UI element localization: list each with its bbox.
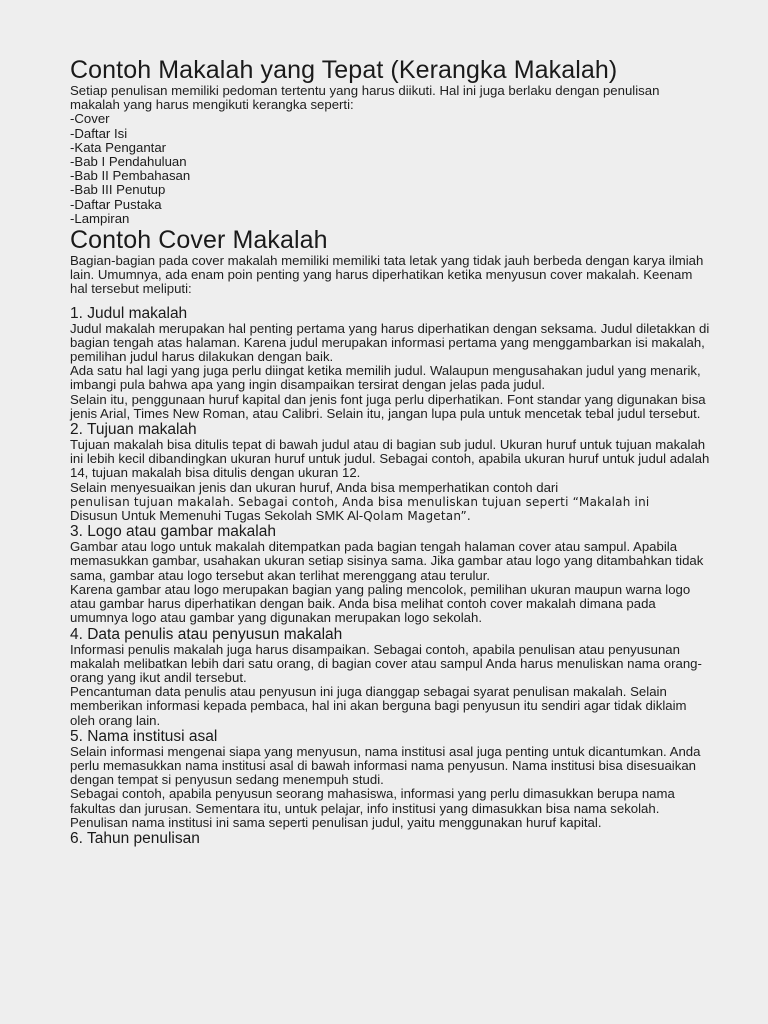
outline-item: -Cover	[70, 111, 110, 127]
cover-title: Contoh Cover Makalah	[70, 226, 328, 255]
outline-item: -Daftar Pustaka	[70, 196, 162, 212]
paragraph-line: Qolam Magetan”.	[363, 509, 471, 524]
outline-item: -Bab II Pembahasan	[70, 168, 191, 184]
section-paragraph: Selain itu, penggunaan huruf kapital dan jenis font juga perlu diperhatikan. Font standar yang digunakan bisa jenis Arial, Times New Roman, atau Calibri. Selain itu, jangan lupa pula untuk mencetak tebal judul tersebut.	[70, 391, 706, 421]
document-content	[70, 56, 710, 847]
section-paragraph: Pencantuman data penulis atau penyusun ini juga dianggap sebagai syarat penulisan makalah. Selain memberikan informasi kepada pembaca, hal ini akan berguna bagi penyusun itu sendiri agar tidak diklaim oleh orang lain.	[70, 684, 687, 728]
section-paragraph: Selain informasi mengenai siapa yang menyusun, nama institusi asal juga penting untuk dicantumkan. Anda perlu memasukkan nama institusi asal di bawah informasi nama penyusun. Nama institusi bisa disesuaikan dengan tempat si penyusun sedang menempuh studi.	[70, 743, 701, 788]
section-paragraph: Informasi penulis makalah juga harus disampaikan. Sebagai contoh, apabila penulisan atau penyusunan makalah melibatkan lebih dari satu orang, di bagian cover atau sampul Anda harus menuliskan nama orang-orang yang ikut andil tersebut.	[70, 641, 702, 685]
outline-item: -Kata Pengantar	[70, 139, 167, 155]
section-heading-tujuan: 2. Tujuan makalah	[70, 421, 197, 439]
section-paragraph	[70, 481, 710, 524]
outline-list	[70, 112, 710, 226]
outline-item: -Daftar Isi	[70, 125, 128, 141]
outline-item: -Bab III Penutup	[70, 182, 166, 198]
outline-item: -Bab I Pendahuluan	[70, 154, 187, 170]
section-paragraph: Judul makalah merupakan hal penting pertama yang harus diperhatikan dengan seksama. Judul diletakkan di bagian tengah atas halaman. Karena judul merupakan informasi pertama yang menggambarkan isi makalah, pemilihan judul harus dilakukan dengan baik.	[70, 320, 710, 365]
section-paragraph: Sebagai contoh, apabila penyusun seorang mahasiswa, informasi yang perlu dimasukkan berupa nama fakultas dan jurusan. Sementara itu, untuk pelajar, info institusi yang dimasukkan bisa nama sekolah. Penulisan nama institusi ini sama seperti penulisan judul, yaitu menggunakan huruf kapital.	[70, 786, 675, 830]
outline-item: -Lampiran	[70, 210, 130, 226]
section-heading-penulis: 4. Data penulis atau penyusun makalah	[70, 625, 343, 643]
section-heading-institusi: 5. Nama institusi asal	[70, 727, 218, 745]
cover-intro-paragraph: Bagian-bagian pada cover makalah memiliki memiliki tata letak yang tidak jauh berbeda dengan karya ilmiah lain. Umumnya, ada enam poin penting yang harus diperhatikan ketika menyusun cover makalah. Keenam hal tersebut meliputi:	[70, 253, 704, 297]
intro-paragraph: Setiap penulisan memiliki pedoman tertentu yang harus diikuti. Hal ini juga berlaku dengan penulisan makalah yang harus mengikuti kerangka seperti:	[70, 83, 660, 113]
section-heading-logo: 3. Logo atau gambar makalah	[70, 523, 276, 541]
paragraph-line: Disusun Untuk Memenuhi Tugas Sekolah SMK Al-	[70, 508, 364, 524]
section-paragraph: Gambar atau logo untuk makalah ditempatkan pada bagian tengah halaman cover atau sampul. Apabila memasukkan gambar, usahakan ukuran setiap sisinya sama. Jika gambar atau logo yang ditambahkan tidak sama, gambar atau logo tersebut akan terlihat merenggang atau terulur.	[70, 539, 704, 583]
section-paragraph: Tujuan makalah bisa ditulis tepat di bawah judul atau di bagian sub judul. Ukuran huruf untuk tujuan makalah ini lebih kecil dibandingkan ukuran huruf untuk judul. Sebagai contoh, apabila ukuran huruf untuk judul adalah 14, tujuan makalah bisa ditulis dengan ukuran 12.	[70, 437, 710, 481]
paragraph-line: Selain menyesuaikan jenis dan ukuran huruf, Anda bisa memperhatikan contoh dari	[70, 479, 559, 495]
section-heading-tahun: 6. Tahun penulisan	[70, 829, 200, 847]
section-paragraph: Karena gambar atau logo merupakan bagian yang paling mencolok, pemilihan ukuran maupun warna logo atau gambar harus diperhatikan dengan baik. Anda bisa melihat contoh cover makalah dimana pada umumnya logo atau gambar yang digunakan merupakan logo sekolah.	[70, 581, 691, 626]
paragraph-line: penulisan tujuan makalah. Sebagai contoh, Anda bisa menuliskan tujuan seperti “Makalah ini	[70, 494, 650, 509]
section-heading-judul: 1. Judul makalah	[70, 304, 188, 322]
main-title: Contoh Makalah yang Tepat (Kerangka Makalah)	[70, 56, 618, 84]
section-paragraph: Ada satu hal lagi yang juga perlu diingat ketika memilih judul. Walaupun mengusahakan judul yang menarik, imbangi pula bahwa apa yang ingin disampaikan tersirat dengan jelas pada judul.	[70, 363, 701, 393]
